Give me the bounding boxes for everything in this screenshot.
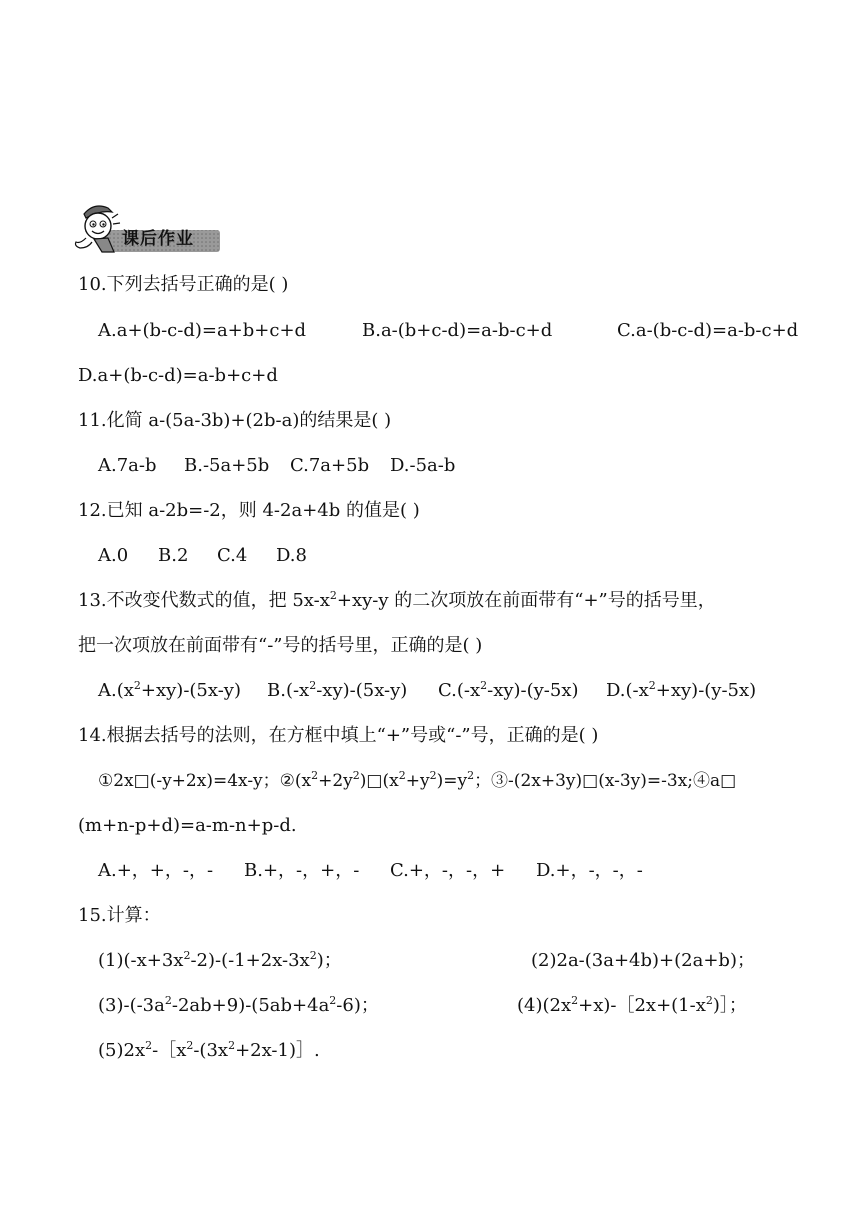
question-13-option-d: $D.(-x^2+xy)-(y-5x)$	[606, 679, 757, 701]
question-10-option-b: B.a-(b+c-d)=a-b-c+d	[362, 320, 553, 341]
question-12-option-b: B.2	[158, 545, 189, 566]
question-13-option-b: $B.(-x^2-xy)-(5x-y)$	[267, 679, 408, 701]
question-14-option-b: B.+，-，+，-	[244, 860, 360, 881]
question-10-option-c: C.a-(b-c-d)=a-b-c+d	[617, 320, 799, 341]
question-11-option-a: A.7a-b	[98, 455, 157, 476]
question-13-option-c: $C.(-x^2-xy)-(y-5x)$	[438, 679, 579, 701]
question-13-stem-line-2: 把一次项放在前面带有“-”号的括号里，正确的是( )	[78, 635, 483, 656]
question-14-option-d: D.+，-，-，-	[536, 860, 643, 881]
question-15-part-3: $(3)-(-3a^2-2ab+9)-(5ab+4a^2-6)$；	[98, 994, 379, 1016]
question-15-stem: 15.计算：	[78, 905, 161, 926]
question-10-option-a: A.a+(b-c-d)=a+b+c+d	[98, 320, 307, 341]
question-13-option-a: $A.(x^2+xy)-(5x-y)$	[98, 679, 241, 701]
banner-title: 课后作业	[122, 229, 194, 249]
question-11-option-d: D.-5a-b	[390, 455, 456, 476]
homework-banner	[72, 200, 222, 256]
question-11-stem: 11.化简 a-(5a-3b)+(2b-a)的结果是( )	[78, 410, 392, 431]
question-14-stem: 14.根据去括号的法则，在方框中填上“+”号或“-”号，正确的是( )	[78, 725, 599, 746]
question-10-stem: 10.下列去括号正确的是( )	[78, 274, 289, 295]
question-12-option-a: A.0	[98, 545, 129, 566]
question-14-option-a: A.+，+，-，-	[98, 860, 214, 881]
question-14-statements-line-2: (m+n-p+d)=a-m-n+p-d.	[78, 815, 297, 836]
question-12-stem: 12.已知 a-2b=-2，则 4-2a+4b 的值是( )	[78, 500, 420, 521]
question-12-option-c: C.4	[217, 545, 248, 566]
question-14-option-c: C.+，-，-，+	[390, 860, 506, 881]
question-15-part-1: $(1)(-x+3x^2-2)-(-1+2x-3x^2)$；	[98, 949, 342, 971]
question-11-option-c: C.7a+5b	[290, 455, 370, 476]
question-15-part-5: $(5)2x^2-[x^2-(3x^2+2x-1)]$.	[98, 1039, 320, 1061]
question-10-option-d: D.a+(b-c-d)=a-b+c+d	[78, 365, 278, 386]
question-11-option-b: B.-5a+5b	[184, 455, 270, 476]
question-15-part-4: $(4)(2x^2+x)-[2x+(1-x^2)]$；	[517, 994, 747, 1016]
question-15-part-2: (2)2a-(3a+4b)+(2a+b)；	[531, 950, 755, 971]
question-14-statements-line-1: ①2x□(-y+2x)=4x-y；$②(x^2+2y^2)□(x^2+y^2)=y^2$；③-(2x+3y)□(x-3y)=-3x;④a□	[98, 769, 737, 791]
question-13-stem-line-1: 13.不改变代数式的值，把 $5x-x^2+xy-y$ 的二次项放在前面带有“+”号的括号里，	[78, 589, 716, 611]
question-12-option-d: D.8	[276, 545, 307, 566]
